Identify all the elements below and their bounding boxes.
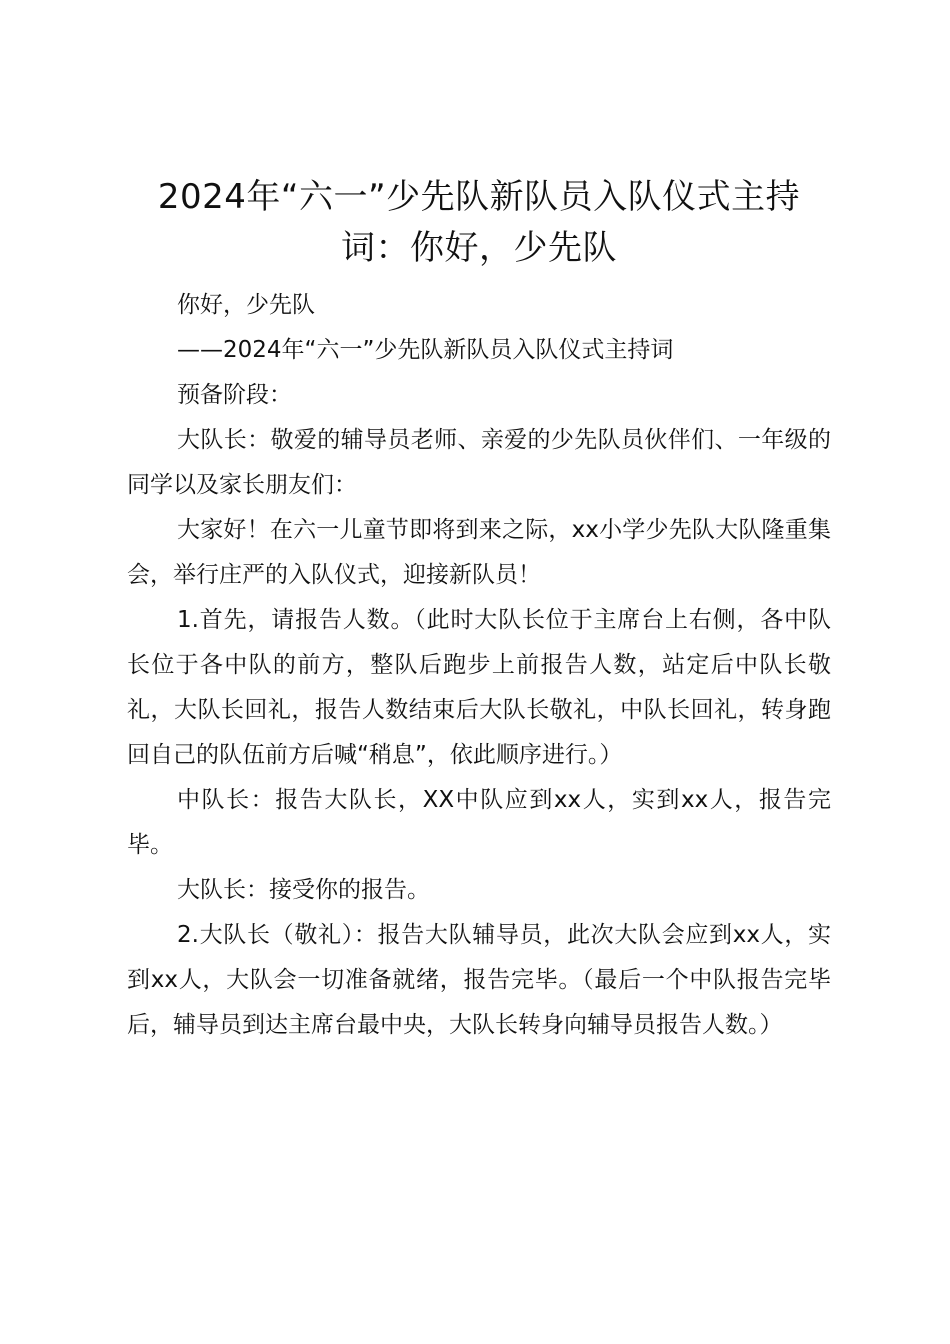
document-page: [127, 172, 831, 1048]
paragraph-subtitle: ——2024年“六一”少先队新队员入队仪式主持词: [177, 337, 674, 363]
paragraph-step-2: 2.大队长（敬礼）：报告大队辅导员，此次大队会应到xx人，实到xx人，大队会一切准备就绪，报告完毕。（最后一个中队报告完毕后，辅导员到达主席台最中央，大队长转身向辅导员报告人数。）: [127, 922, 831, 1038]
document-title: 2024年“六一”少先队新队员入队仪式主持词：你好，少先队: [157, 177, 801, 268]
paragraph-welcome: 大家好！在六一儿童节即将到来之际，xx小学少先队大队隆重集会，举行庄严的入队仪式，迎接新队员！: [127, 517, 831, 588]
paragraph-address: 大队长：敬爱的辅导员老师、亲爱的少先队员伙伴们、一年级的同学以及家长朋友们：: [127, 427, 831, 498]
paragraph-squad-report: 中队长：报告大队长，XX中队应到xx人，实到xx人，报告完毕。: [127, 787, 831, 858]
paragraph-accept-report: 大队长：接受你的报告。: [177, 877, 430, 903]
document-body: [127, 283, 831, 1048]
paragraph-greeting: 你好，少先队: [177, 292, 315, 318]
paragraph-section-heading: 预备阶段：: [177, 382, 292, 408]
paragraph-step-1: 1.首先，请报告人数。（此时大队长位于主席台上右侧，各中队长位于各中队的前方，整队后跑步上前报告人数，站定后中队长敬礼，大队长回礼，报告人数结束后大队长敬礼，中队长回礼，转身跑回自己的队伍前方后喊“稍息”，依此顺序进行。）: [127, 607, 831, 768]
